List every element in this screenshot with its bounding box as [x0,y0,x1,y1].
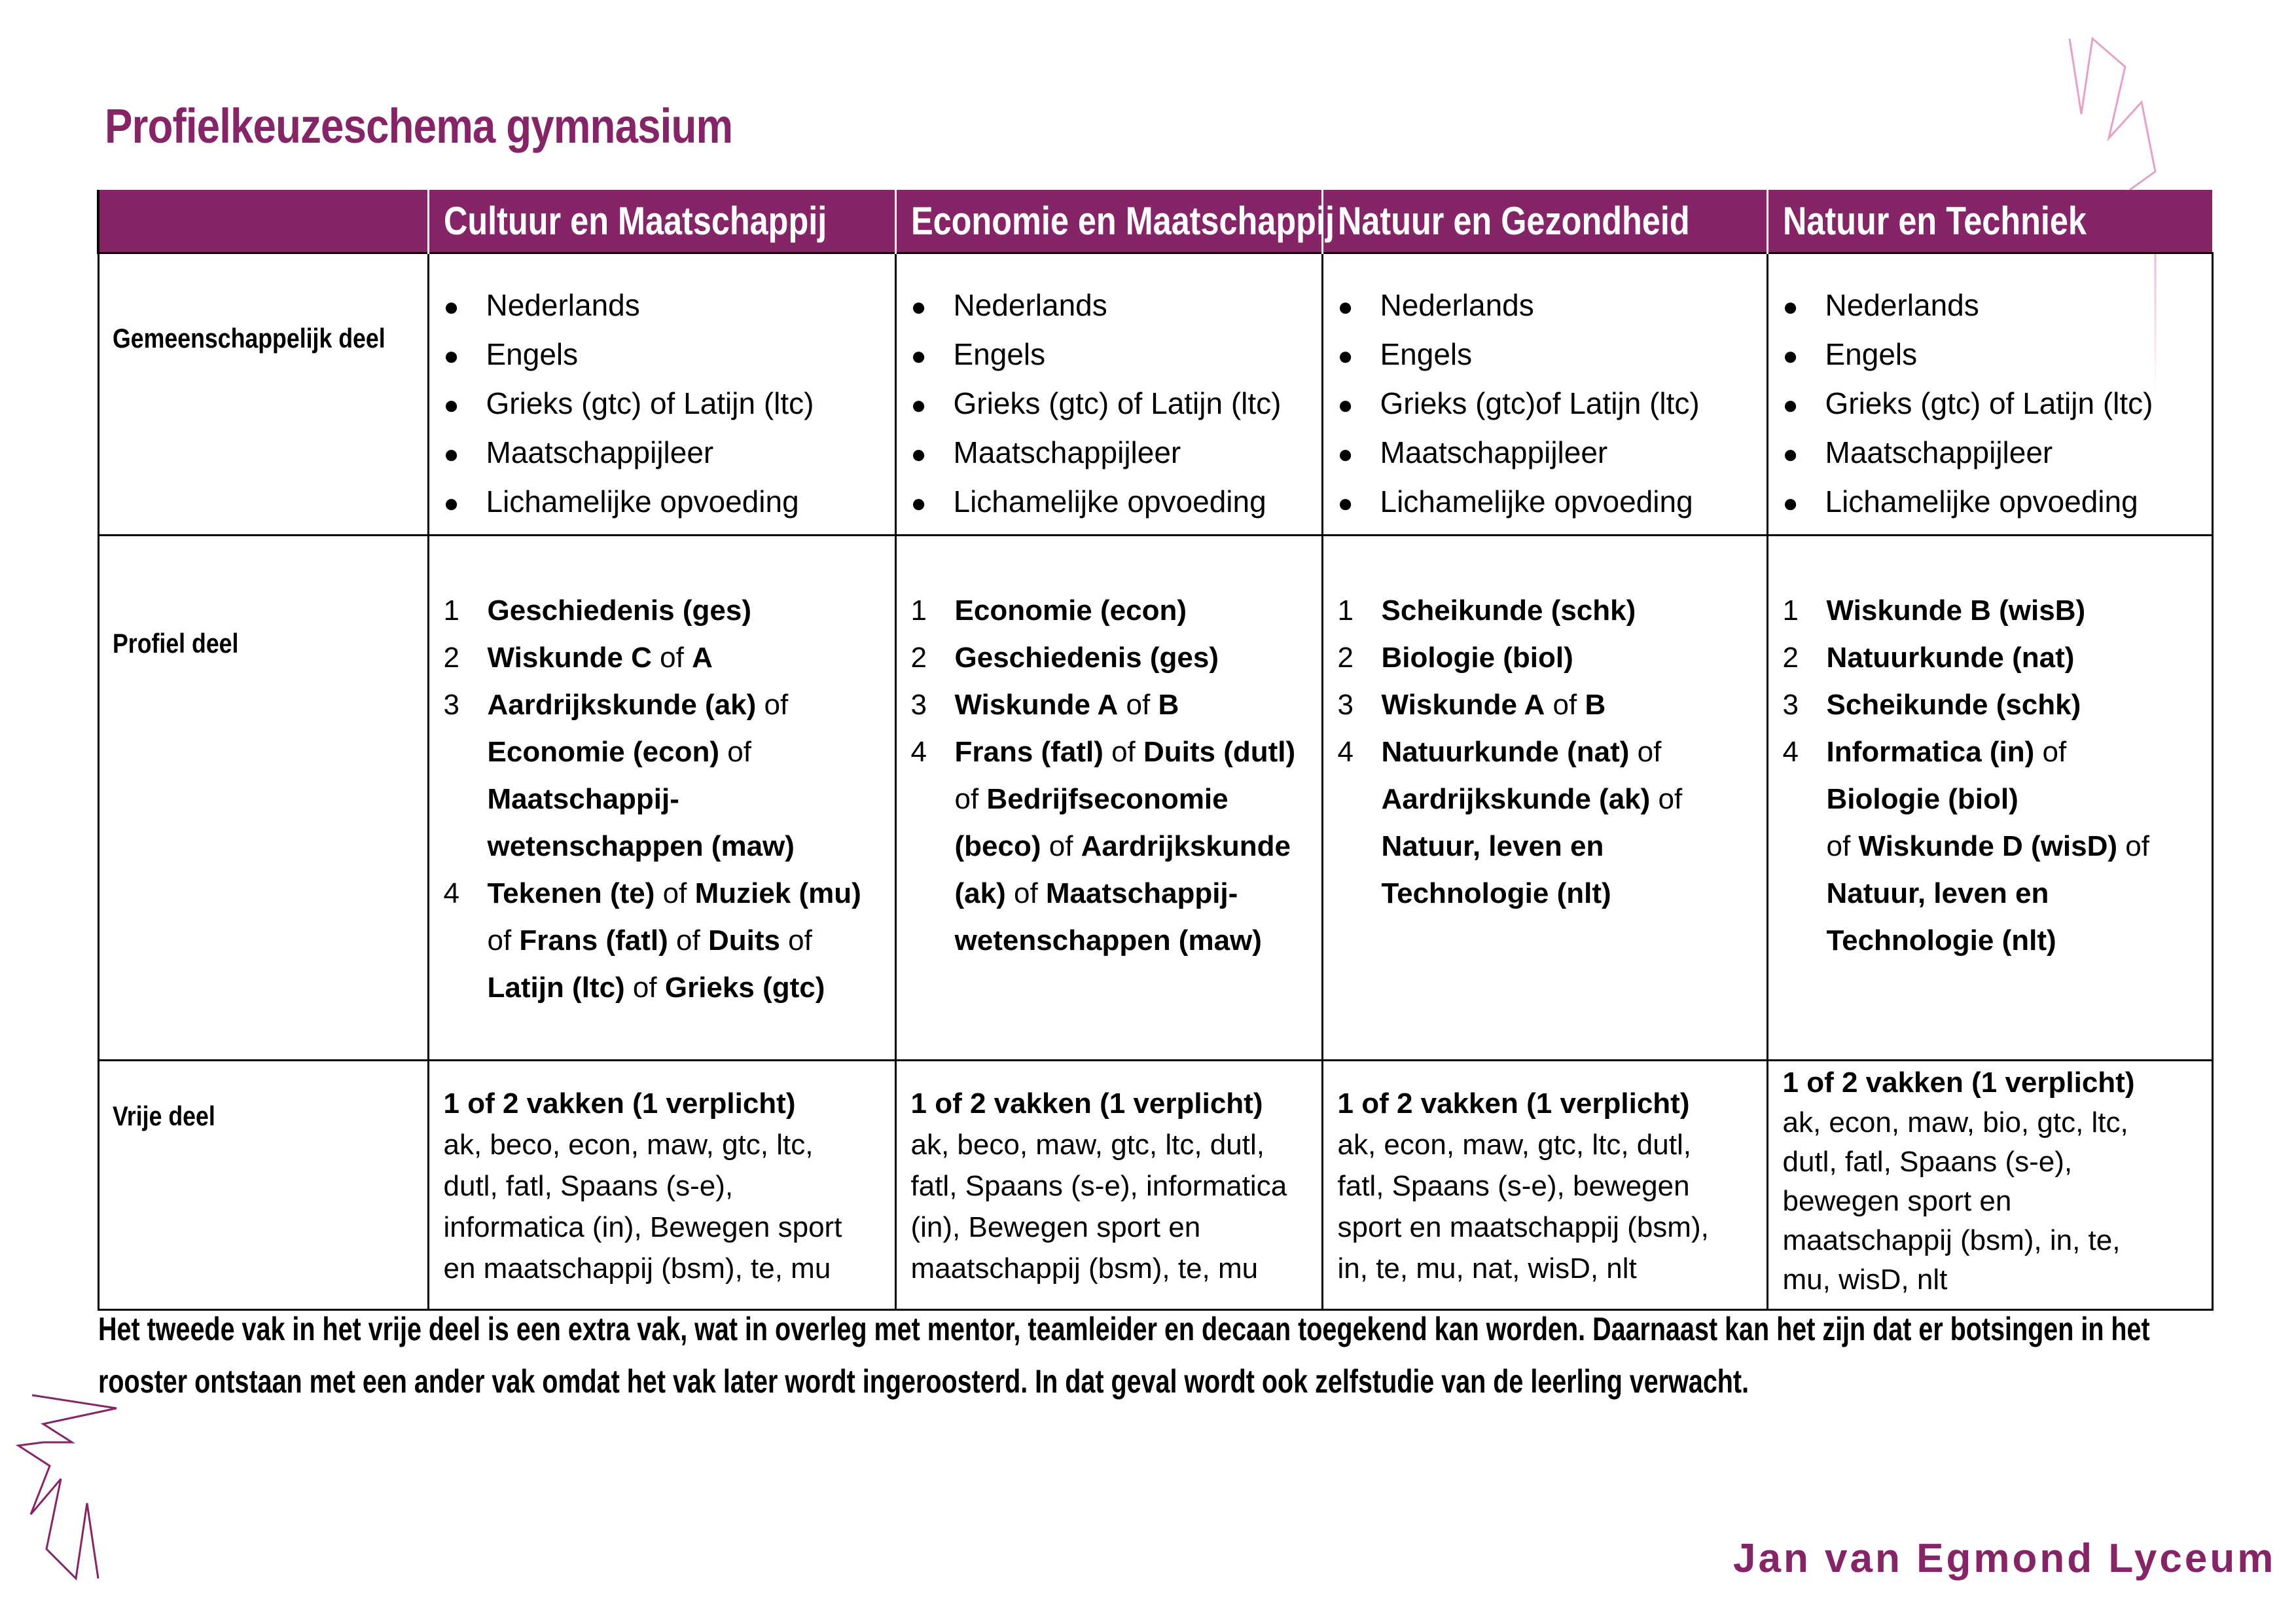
connector-text: of [1650,783,1683,815]
subject-name: Wiskunde C [487,642,652,674]
item-number: 3 [1782,689,1799,721]
profiel-cell [895,536,1322,1061]
connector-text: of [2034,736,2067,768]
item-line [1827,587,2212,634]
subject-line: bewegen sport en [1782,1185,2012,1217]
connector-text: of [2117,830,2149,862]
list-item [444,380,895,429]
top-right-zigzag [2070,39,2155,190]
profiel-cell [428,536,895,1061]
subject-name: Lichamelijke opvoeding [1825,484,2138,519]
subject-name: Lichamelijke opvoeding [953,484,1266,519]
subject-name: A [692,642,713,674]
subject-name: Geschiedenis (ges) [954,642,1219,674]
free-part [1783,1061,2212,1300]
subject-name: Engels [1825,337,1918,371]
subject-name: Duits (dutl) [1143,736,1296,768]
subject-line: fatl, Spaans (s-e), informatica [910,1170,1287,1202]
subject-name: Economie (econ) [954,594,1187,627]
subject-name: Technologie (nlt) [1826,924,2056,957]
subject-name: Natuurkunde (nat) [1826,642,2075,674]
connector-text: of [780,924,812,957]
list-item [1783,429,2212,478]
item-number: 1 [1337,594,1354,627]
item-line [955,870,1321,917]
subject-line: sport en maatschappij (bsm), [1337,1211,1709,1243]
subject-line: en maatschappij (bsm), te, mu [443,1252,831,1285]
header-empty-cell [98,190,428,253]
header-cultuur-en-maatschappij: Cultuur en Maatschappij [428,190,895,253]
item-number: 4 [443,877,459,909]
item-line [488,964,895,1012]
list-item [1783,682,2212,729]
item-line [1382,587,1767,634]
subject-name: Lichamelijke opvoeding [1380,484,1693,519]
free-part-heading: 1 of 2 vakken (1 verplicht) [1337,1087,1690,1120]
list-item [911,331,1321,380]
profiel-cell [1767,536,2212,1061]
subject-name: Wiskunde B (wisB) [1826,594,2086,627]
item-number: 1 [1782,594,1799,627]
item-number: 2 [443,642,459,674]
bullet-icon: ● [910,342,927,371]
vrij-cell [428,1061,895,1310]
list-item [1338,682,1767,729]
profile-subject-list [444,587,895,1012]
profile-subject-list [1783,587,2212,964]
item-line [1382,682,1767,729]
subject-name: (beco) [954,830,1041,862]
item-line [1382,729,1767,776]
subject-name: Grieks (gtc) [664,972,825,1004]
header-natuur-en-techniek: Natuur en Techniek [1767,190,2212,253]
item-line [1827,823,2212,870]
subject-line: dutl, fatl, Spaans (s-e), [1782,1146,2073,1178]
list-item [444,587,895,634]
subject-name: Frans (fatl) [519,924,668,957]
subject-name: Wiskunde A [1381,689,1545,721]
list-item [1783,331,2212,380]
connector-text: of [1041,830,1081,862]
list-item [1338,634,1767,682]
list-item [1338,380,1767,429]
list-item [1338,429,1767,478]
bullet-icon: ● [1782,342,1799,371]
subject-name: Maatschappijleer [1825,435,2053,469]
subject-name: Maatschappijleer [953,435,1181,469]
table-row-gemeenschappelijk [98,253,2212,536]
list-item [444,331,895,380]
free-part-heading: 1 of 2 vakken (1 verplicht) [910,1087,1263,1120]
page-title: Profielkeuzeschema gymnasium [105,99,733,153]
list-item [1338,729,1767,917]
subject-name: Tekenen (te) [487,877,655,909]
footnote [98,1303,2219,1408]
item-number: 4 [1782,736,1799,768]
free-part-subjects [1783,1103,2212,1300]
list-item [444,478,895,527]
subject-line: informatica (in), Bewegen sport [443,1211,842,1243]
subject-name: B [1158,689,1179,721]
list-item [1783,282,2212,331]
item-line [955,776,1321,823]
subject-name: Engels [1380,337,1473,371]
list-item [444,634,895,682]
subject-name: Maatschappij- [1045,877,1238,909]
subject-name: Economie (econ) [487,736,719,768]
list-item [444,682,895,870]
subject-list [444,282,895,527]
subject-name: Maatschappij- [487,783,679,815]
list-item [1783,478,2212,527]
item-number: 3 [910,689,927,721]
list-item [911,729,1321,964]
subject-name: Lichamelijke opvoeding [486,484,799,519]
item-line [1382,634,1767,682]
gem-cell [895,253,1322,536]
subject-name: Engels [953,337,1046,371]
connector-text: of [1005,877,1046,909]
table-row-profiel [98,536,2212,1061]
item-line [955,634,1321,682]
row-label: Vrije deel [98,1061,428,1310]
subject-list [1338,282,1767,527]
item-line [488,682,895,729]
list-item [444,282,895,331]
bullet-icon: ● [1782,489,1799,518]
item-line [1827,634,2212,682]
connector-text: of [756,689,789,721]
vrij-cell [895,1061,1322,1310]
item-line [1827,776,2212,823]
subject-name: Engels [486,337,579,371]
list-item [911,587,1321,634]
subject-name: Nederlands [486,288,640,322]
footnote-line: rooster ontstaan met een ander vak omdat het vak later wordt ingeroosterd. In dat geval wordt ook zelfstudie van de leerling verwacht. [98,1363,1749,1400]
connector-text: of [624,972,665,1004]
item-line [1827,870,2212,917]
subject-name: Muziek (mu) [694,877,861,909]
list-item [1783,380,2212,429]
item-number: 3 [1337,689,1354,721]
connector-text: of [1629,736,1662,768]
subject-name: Biologie (biol) [1381,642,1573,674]
item-number: 1 [443,594,459,627]
bullet-icon: ● [1337,440,1354,469]
subject-name: B [1585,689,1606,721]
subject-name: Nederlands [953,288,1107,322]
bullet-icon: ● [1782,440,1799,469]
subject-name: Informatica (in) [1826,736,2035,768]
item-number: 2 [1337,642,1354,674]
free-part [1338,1061,1767,1289]
item-line [1827,917,2212,964]
list-item [911,282,1321,331]
item-line [955,729,1321,776]
subject-name: Grieks (gtc)of Latijn (ltc) [1380,386,1700,420]
list-item [911,380,1321,429]
subject-name: Grieks (gtc) of Latijn (ltc) [953,386,1282,420]
subject-name: wetenschappen (maw) [954,924,1262,957]
list-item [911,682,1321,729]
subject-name: Geschiedenis (ges) [487,594,751,627]
subject-name: Natuur, leven en [1826,877,2049,909]
subject-line: maatschappij (bsm), in, te, [1782,1224,2121,1256]
item-line [955,917,1321,964]
connector-text: of [1545,689,1585,721]
subject-name: wetenschappen (maw) [487,830,795,862]
list-item [444,870,895,1012]
vrij-cell [1767,1061,2212,1310]
subject-name: Frans (fatl) [954,736,1103,768]
list-item [1783,729,2212,964]
free-part-subjects [444,1124,895,1289]
profile-schema-table [97,190,2214,1311]
item-line [955,587,1321,634]
subject-line: ak, econ, maw, gtc, ltc, dutl, [1337,1129,1691,1161]
bullet-icon: ● [910,489,927,518]
item-line [1827,729,2212,776]
subject-name: Aardrijkskunde (ak) [487,689,757,721]
gem-cell [1767,253,2212,536]
item-line [488,917,895,964]
free-part [911,1061,1321,1289]
row-label: Profiel deel [98,536,428,1061]
connector-text: of [1118,689,1158,721]
item-number: 2 [910,642,927,674]
subject-name: Maatschappijleer [486,435,714,469]
item-line [955,682,1321,729]
subject-name: (ak) [954,877,1006,909]
bullet-icon: ● [1782,293,1799,321]
list-item [1338,331,1767,380]
vrij-cell [1322,1061,1767,1310]
list-item [1783,634,2212,682]
connector-text: of [651,642,692,674]
bullet-icon: ● [443,342,459,371]
table-row-vrij [98,1061,2212,1310]
bullet-icon: ● [443,391,459,420]
connector-text: of [655,877,695,909]
subject-name: Aardrijkskunde (ak) [1381,783,1651,815]
bullet-icon: ● [910,293,927,321]
bullet-icon: ● [910,391,927,420]
free-part-subjects [911,1124,1321,1289]
item-line [955,823,1321,870]
subject-line: maatschappij (bsm), te, mu [910,1252,1259,1285]
subject-name: Wiskunde A [954,689,1119,721]
subject-name: Nederlands [1380,288,1534,322]
connector-text: of [1826,830,1859,862]
item-line [488,823,895,870]
subject-name: Scheikunde (schk) [1826,689,2081,721]
subject-name: Duits [708,924,780,957]
subject-name: Natuur, leven en [1381,830,1604,862]
bullet-icon: ● [1782,391,1799,420]
subject-line: (in), Bewegen sport en [910,1211,1201,1243]
free-part-subjects [1338,1124,1767,1289]
item-number: 4 [1337,736,1354,768]
profiel-cell [1322,536,1767,1061]
header-natuur-en-gezondheid: Natuur en Gezondheid [1322,190,1767,253]
list-item [1338,282,1767,331]
item-line [488,587,895,634]
item-number: 1 [910,594,927,627]
list-item [911,634,1321,682]
item-number: 3 [443,689,459,721]
item-line [488,870,895,917]
item-number: 4 [910,736,927,768]
bullet-icon: ● [1337,293,1354,321]
bullet-icon: ● [443,440,459,469]
list-item [1338,478,1767,527]
subject-line: fatl, Spaans (s-e), bewegen [1337,1170,1690,1202]
school-logo-text: Jan van Egmond Lyceum [1733,1536,2276,1581]
connector-text: of [668,924,708,957]
item-line [1827,682,2212,729]
list-item [444,429,895,478]
bullet-icon: ● [1337,342,1354,371]
free-part-heading: 1 of 2 vakken (1 verplicht) [443,1087,796,1120]
connector-text: of [719,736,751,768]
item-line [1382,870,1767,917]
connector-text: of [487,924,520,957]
table-header-row [98,190,2212,253]
connector-text: of [1103,736,1144,768]
list-item [911,429,1321,478]
bullet-icon: ● [443,293,459,321]
list-item [1783,587,2212,634]
row-label: Gemeenschappelijk deel [98,253,428,536]
footnote-line: Het tweede vak in het vrije deel is een extra vak, wat in overleg met mentor, teamleider en decaan toegekend kan worden. Daarnaast kan het zijn dat er botsingen in het [98,1311,2150,1347]
free-part [444,1061,895,1289]
bullet-icon: ● [443,489,459,518]
item-line [1382,823,1767,870]
connector-text: of [954,783,987,815]
item-line [488,729,895,776]
subject-name: Maatschappijleer [1380,435,1608,469]
subject-name: Bedrijfseconomie [986,783,1229,815]
item-number: 2 [1782,642,1799,674]
subject-line: in, te, mu, nat, wisD, nlt [1337,1252,1637,1285]
subject-name: Grieks (gtc) of Latijn (ltc) [486,386,814,420]
profile-subject-list [1338,587,1767,917]
bottom-left-zigzag [18,1395,117,1578]
subject-line: ak, beco, maw, gtc, ltc, dutl, [910,1129,1265,1161]
free-part-heading: 1 of 2 vakken (1 verplicht) [1782,1067,2135,1099]
subject-name: Natuurkunde (nat) [1381,736,1630,768]
bullet-icon: ● [1337,489,1354,518]
header-economie-en-maatschappij: Economie en Maatschappij [895,190,1322,253]
gem-cell [1322,253,1767,536]
subject-list [1783,282,2212,527]
bullet-icon: ● [910,440,927,469]
subject-name: Latijn (ltc) [487,972,625,1004]
subject-line: ak, beco, econ, maw, gtc, ltc, [443,1129,814,1161]
subject-name: Grieks (gtc) of Latijn (ltc) [1825,386,2153,420]
list-item [911,478,1321,527]
subject-line: dutl, fatl, Spaans (s-e), [443,1170,734,1202]
item-line [488,634,895,682]
gem-cell [428,253,895,536]
list-item [1338,587,1767,634]
subject-name: Aardrijkskunde [1081,830,1291,862]
subject-list [911,282,1321,527]
subject-name: Wiskunde D (wisD) [1858,830,2118,862]
subject-line: ak, econ, maw, bio, gtc, ltc, [1782,1106,2128,1139]
subject-name: Biologie (biol) [1826,783,2018,815]
subject-line: mu, wisD, nlt [1782,1264,1948,1296]
profile-subject-list [911,587,1321,964]
subject-name: Technologie (nlt) [1381,877,1611,909]
bullet-icon: ● [1337,391,1354,420]
item-line [488,776,895,823]
subject-name: Scheikunde (schk) [1381,594,1636,627]
subject-name: Nederlands [1825,288,1979,322]
item-line [1382,776,1767,823]
